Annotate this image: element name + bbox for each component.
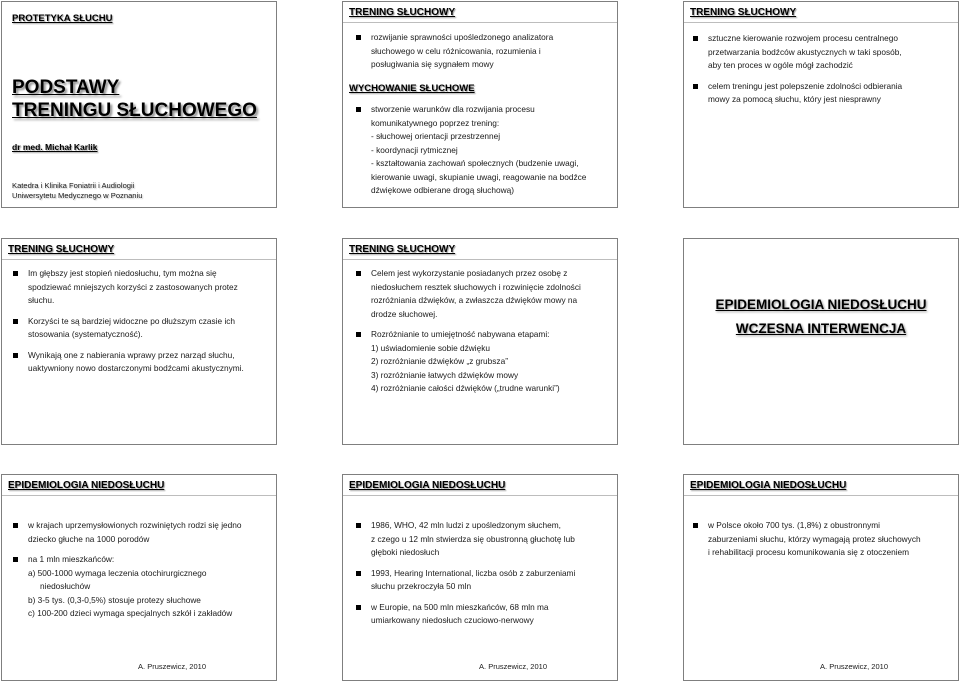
bullet-item [353,328,581,396]
text-line: aby ten proces w ogóle mógł zachodzić [708,60,853,70]
spacer [10,342,244,349]
slide-title: EPIDEMIOLOGIA NIEDOSŁUCHU [8,480,165,491]
bullet-item [10,519,242,546]
text-line: stosowania (systematyczność). [28,329,143,339]
title-divider [343,495,617,496]
text-line: Im głębszy jest stopień niedosłuchu, tym można się [28,268,217,278]
spacer [353,560,575,567]
text-line: komunikatywnego poprzez trening: [371,117,500,128]
slide-trening-2 [683,1,959,208]
text-line: stworzenie warunków dla rozwijania procesu [371,104,535,114]
text-line: 1) uświadomienie sobie dźwięku [371,342,490,353]
footer-credit: A. Pruszewicz, 2010 [138,662,206,671]
text-line: umiarkowany niedosłuch czuciowo-nerwowy [371,615,534,625]
text-line: słuchu przekroczyła 50 mln [371,581,472,591]
footer-credit: A. Pruszewicz, 2010 [479,662,547,671]
title-divider [343,259,617,260]
title-divider [2,495,276,496]
bullet-item [10,349,244,376]
text-line: głęboki niedosłuch [371,547,440,557]
spacer [10,546,242,553]
footer-credit: A. Pruszewicz, 2010 [820,662,888,671]
bullet-item [353,567,575,594]
slide-title: TRENING SŁUCHOWY [349,244,456,255]
text-line: uaktywniony nowo dostarczonymi bodźcami akustycznymi. [28,363,244,373]
text-line: dziecko głuche na 1000 porodów [28,533,150,544]
slide-body [353,519,575,628]
text-line: Celem jest wykorzystanie posiadanych przez osobę z [371,268,568,278]
text-line: posługiwania się sygnałem mowy [371,59,494,69]
text-line: sztuczne kierowanie rozwojem procesu centralnego [708,33,899,43]
slide-section-title [683,238,959,445]
slide-title: EPIDEMIOLOGIA NIEDOSŁUCHU [690,480,847,491]
text-line: 1993, Hearing International, liczba osób z zaburzeniami [371,567,576,578]
title-divider [343,22,617,23]
slide-title: TRENING SŁUCHOWY [349,7,456,18]
slide-title-page [1,1,277,208]
slide-trening-3 [1,238,277,445]
text-line: przetwarzania bodźców akustycznych w taki sposób, [708,46,902,57]
slide-body [10,519,242,621]
text-line: w krajach uprzemysłowionych rozwiniętych rodzi się jedno [28,520,242,530]
slide-body [690,519,921,560]
slide-epidemiologia-1 [1,474,277,681]
text-line: niedosłuchem resztek słuchowych i rozwinięcie zdolności [371,281,581,292]
text-line: c) 100-200 dzieci wymaga specjalnych szkół i zakładów [28,608,233,618]
bullet-item [10,315,244,342]
spacer [10,308,244,315]
text-line: Korzyści te są bardziej widoczne po dłuższym czasie ich [28,315,236,326]
text-line: w Europie, na 500 mln mieszkańców, 68 mln ma [371,601,549,612]
text-line: w Polsce około 700 tys. (1,8%) z obustronnymi [708,520,881,530]
slide-trening-1 [342,1,618,208]
text-line: - kształtowania zachowań społecznych (budzenie uwagi, [371,158,579,168]
title-line: PODSTAWY [12,77,120,98]
spacer [690,73,902,80]
text-line: zaburzeniami słuchu, którzy wymagają protez słuchowych [708,533,921,544]
text-line: Wynikają one z nabierania wprawy przez narząd słuchu, [28,349,235,360]
text-line: z czego u 12 mln stwierdza się obustronną głuchotę lub [371,533,575,544]
spacer [353,321,581,328]
course-label: PROTETYKA SŁUCHU [12,13,113,24]
presentation-title [12,76,257,122]
bullet-item [690,80,902,107]
bullet-item [690,519,921,560]
bullet-item [353,601,575,628]
title-divider [684,22,958,23]
bullet-item [690,32,902,73]
text-line: dźwiękowe odbierane drogą słuchową) [371,185,514,195]
text-line: niedosłuchów [40,581,91,591]
slide-title: TRENING SŁUCHOWY [690,7,797,18]
text-line: drodze słuchowej. [371,308,438,319]
affiliation-line: Uniwersytetu Medycznego w Poznaniu [12,190,143,200]
text-line: rozwijanie sprawności upośledzonego analizatora [371,32,554,42]
affiliation [12,181,142,200]
slide-body [353,31,553,72]
slide-title: TRENING SŁUCHOWY [8,244,115,255]
text-line: - koordynacji rytmicznej [371,144,458,155]
text-line: słuchu. [28,295,55,305]
bullet-item [353,519,575,560]
slide-epidemiologia-2 [342,474,618,681]
text-line: 3) rozróżnianie łatwych dźwięków mowy [371,369,519,380]
text-line: 2) rozróżnianie dźwięków „z grubsza” [371,356,508,366]
section-title-line: EPIDEMIOLOGIA NIEDOSŁUCHU [715,297,927,312]
bullet-item [353,31,553,72]
text-line: i rehabilitacji procesu komunikowania się z otoczeniem [708,547,910,557]
text-line: kierowanie uwagi, skupianie uwagi, reagowanie na bodźce [371,171,587,182]
text-line: na 1 mln mieszkańców: [28,554,115,564]
spacer [353,594,575,601]
bullet-item [353,103,586,198]
title-divider [2,259,276,260]
slide-trening-4 [342,238,618,445]
section-subtitle: WYCHOWANIE SŁUCHOWE [349,83,475,94]
slide-body [690,32,902,107]
slide-title: EPIDEMIOLOGIA NIEDOSŁUCHU [349,480,506,491]
section-title-line: WCZESNA INTERWENCJA [735,321,907,336]
slide-body [353,267,581,396]
bullet-item [10,267,244,308]
text-line: Rozróżnianie to umiejętność nabywana etapami: [371,329,550,339]
text-line: celem treningu jest polepszenie zdolności odbierania [708,80,903,91]
text-line: b) 3-5 tys. (0,3-0,5%) stosuje protezy słuchowe [28,594,201,605]
text-line: mowy za pomocą słuchu, który jest niesprawny [708,94,881,104]
text-line: a) 500-1000 wymaga leczenia otochirurgicznego [28,567,207,578]
slide-body [10,267,244,376]
text-line: 1986, WHO, 42 mln ludzi z upośledzonym słuchem, [371,520,561,530]
text-line: słuchowego w celu różnicowania, rozumienia i [371,45,541,56]
bullet-item [353,267,581,321]
title-line: TRENINGU SŁUCHOWEGO [12,100,257,121]
slide-epidemiologia-3 [683,474,959,681]
author: dr med. Michał Karlik [12,142,98,152]
text-line: rozróżniania dźwięków, a zwłaszcza dźwięków mowy na [371,295,578,305]
title-divider [684,495,958,496]
text-line: - słuchowej orientacji przestrzennej [371,131,501,141]
slide-body [353,103,586,198]
text-line: spodziewać mniejszych korzyści z zastosowanych protez [28,281,238,292]
affiliation-line: Katedra i Klinika Foniatrii i Audiologii [12,181,135,190]
bullet-item [10,553,242,621]
text-line: 4) rozróżnianie całości dźwięków („trudne warunki”) [371,383,560,393]
